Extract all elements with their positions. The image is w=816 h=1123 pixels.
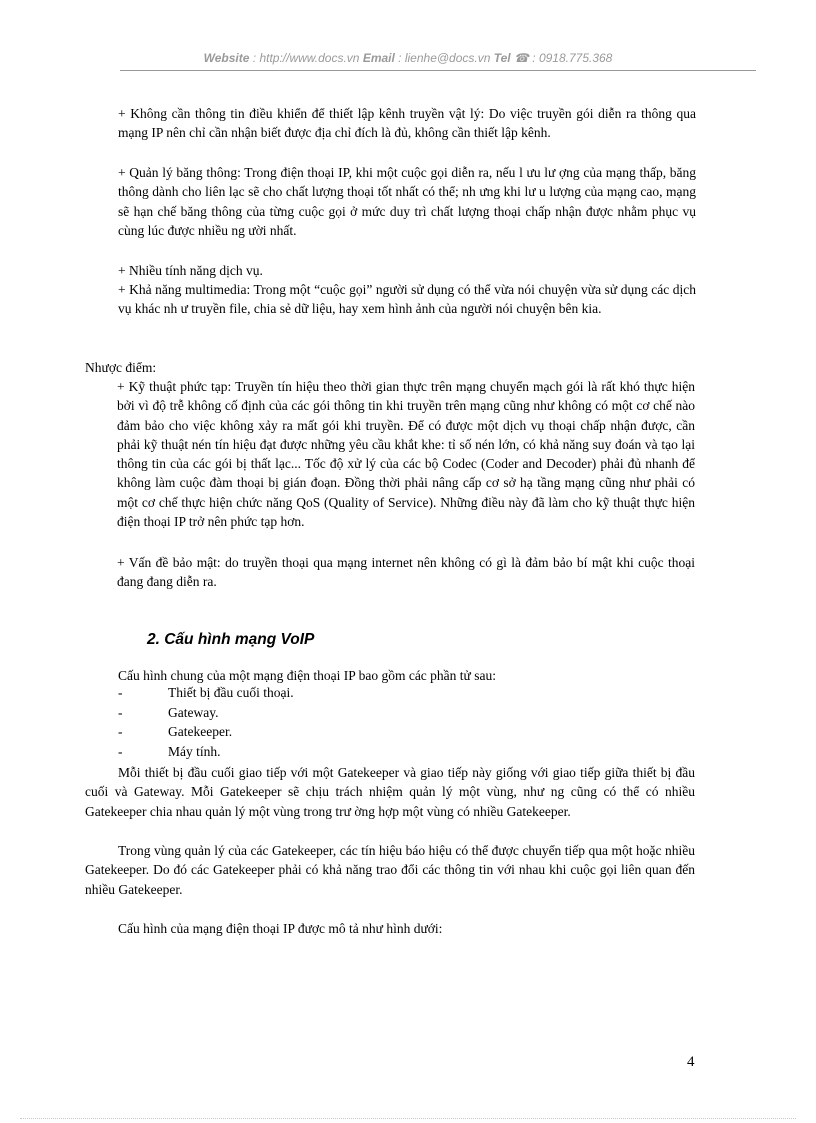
body-paragraph-3: Cấu hình của mạng điện thoại IP được mô tả như hình dưới: [118, 921, 443, 936]
page-header [0, 51, 816, 65]
disadvantages-title: Nhược điểm: [85, 360, 157, 375]
advantage-3: + Nhiều tính năng dịch vụ. [118, 263, 263, 278]
tel-label: Tel [493, 51, 511, 65]
email-value: : lienhe@docs.vn [394, 51, 494, 65]
page-number: 4 [687, 1054, 695, 1070]
tel-value: ☎ : 0918.775.368 [510, 51, 613, 65]
advantage-2: + Quản lý băng thông: Trong điện thoại IP, khi một cuộc gọi diễn ra, nếu l ưu lư ợng của mạng thấp, băng thông dành cho liên lạc sẽ cho chất lượng thoại tốt nhất có thể; nh ưng khi lư u lượng của mạng cao, mạng sẽ hạn chế băng thông của từng cuộc gọi ở mức duy trì chất lượng thoại chấp nhận được nhằm phục vụ cùng lúc được nhiều ng ười nhất. [118, 165, 696, 238]
advantage-1: + Không cần thông tin điều khiển để thiết lập kênh truyền vật lý: Do việc truyền gói diễn ra thông qua mạng IP nên chỉ cần nhận biết được địa chỉ đích là đủ, không cần thiết lập kênh. [118, 106, 696, 141]
section-heading: 2. Cấu hình mạng VoIP [147, 631, 315, 648]
list-item: Gatekeeper. [168, 724, 233, 739]
website-value: : http://www.docs.vn [249, 51, 363, 65]
bullet-dash: - [118, 705, 123, 720]
list-item: Gateway. [168, 705, 219, 720]
list-item: Máy tính. [168, 744, 221, 759]
header-divider [120, 70, 756, 71]
section-intro: Cấu hình chung của một mạng điện thoại IP bao gồm các phần tử sau: [118, 668, 496, 683]
email-label: Email [362, 51, 395, 65]
list-item: Thiết bị đầu cuối thoại. [168, 685, 294, 700]
page-bottom-border [20, 1118, 796, 1119]
body-paragraph-1: Mỗi thiết bị đầu cuối giao tiếp với một Gatekeeper và giao tiếp này giống với giao tiếp giữa thiết bị đầu cuối và Gateway. Mỗi Gatekeeper sẽ chịu trách nhiệm quản lý một vùng, như ng cũng có thể có nhiều Gatekeeper chia nhau quản lý một vùng trong trư ờng hợp một vùng có nhiều Gatekeeper. [85, 765, 695, 819]
bullet-dash: - [118, 724, 123, 739]
advantage-4: + Khả năng multimedia: Trong một “cuộc gọi” người sử dụng có thể vừa nói chuyện vừa sử dụng các dịch vụ khác nh ư truyền file, chia sẻ dữ liệu, hay xem hình ảnh của người nói chuyện bên kia. [118, 282, 696, 317]
website-label: Website [203, 51, 250, 65]
bullet-dash: - [118, 685, 123, 700]
body-paragraph-2: Trong vùng quản lý của các Gatekeeper, các tín hiệu báo hiệu có thể được chuyển tiếp qua một hoặc nhiều Gatekeeper. Do đó các Gatekeeper phải có khả năng trao đổi các thông tin với nhau khi cuộc gọi liên quan đến nhiều Gatekeeper. [85, 843, 695, 897]
disadvantage-2: + Vấn đề bảo mật: do truyền thoại qua mạng internet nên không có gì là đảm bảo bí mật khi cuộc thoại đang đang diễn ra. [117, 555, 695, 590]
disadvantage-1: + Kỹ thuật phức tạp: Truyền tín hiệu theo thời gian thực trên mạng chuyển mạch gói là rất khó thực hiện bởi vì độ trễ không cố định của các gói thông tin khi truyền trên mạng cũng như không có một cơ chế nào đảm bảo cho việc không xảy ra mất gói khi truyền. Để có được một dịch vụ thoại chấp nhận được, cần phải kỹ thuật nén tín hiệu đạt được những yêu cầu khắt khe: tỉ số nén lớn, có khả năng suy đoán và tạo lại thông tin của các gói bị thất lạc... Tốc độ xử lý của các bộ Codec (Coder and Decoder) phải đủ nhanh để không làm cuộc đàm thoại bị gián đoạn. Đồng thời phải nâng cấp cơ sở hạ tầng mạng cũng như phải có một cơ chế thực hiện chức năng QoS (Quality of Service). Những điều này đã làm cho kỹ thuật thực hiện điện thoại IP trở nên phức tạp hơn. [117, 379, 695, 530]
bullet-dash: - [118, 744, 123, 759]
